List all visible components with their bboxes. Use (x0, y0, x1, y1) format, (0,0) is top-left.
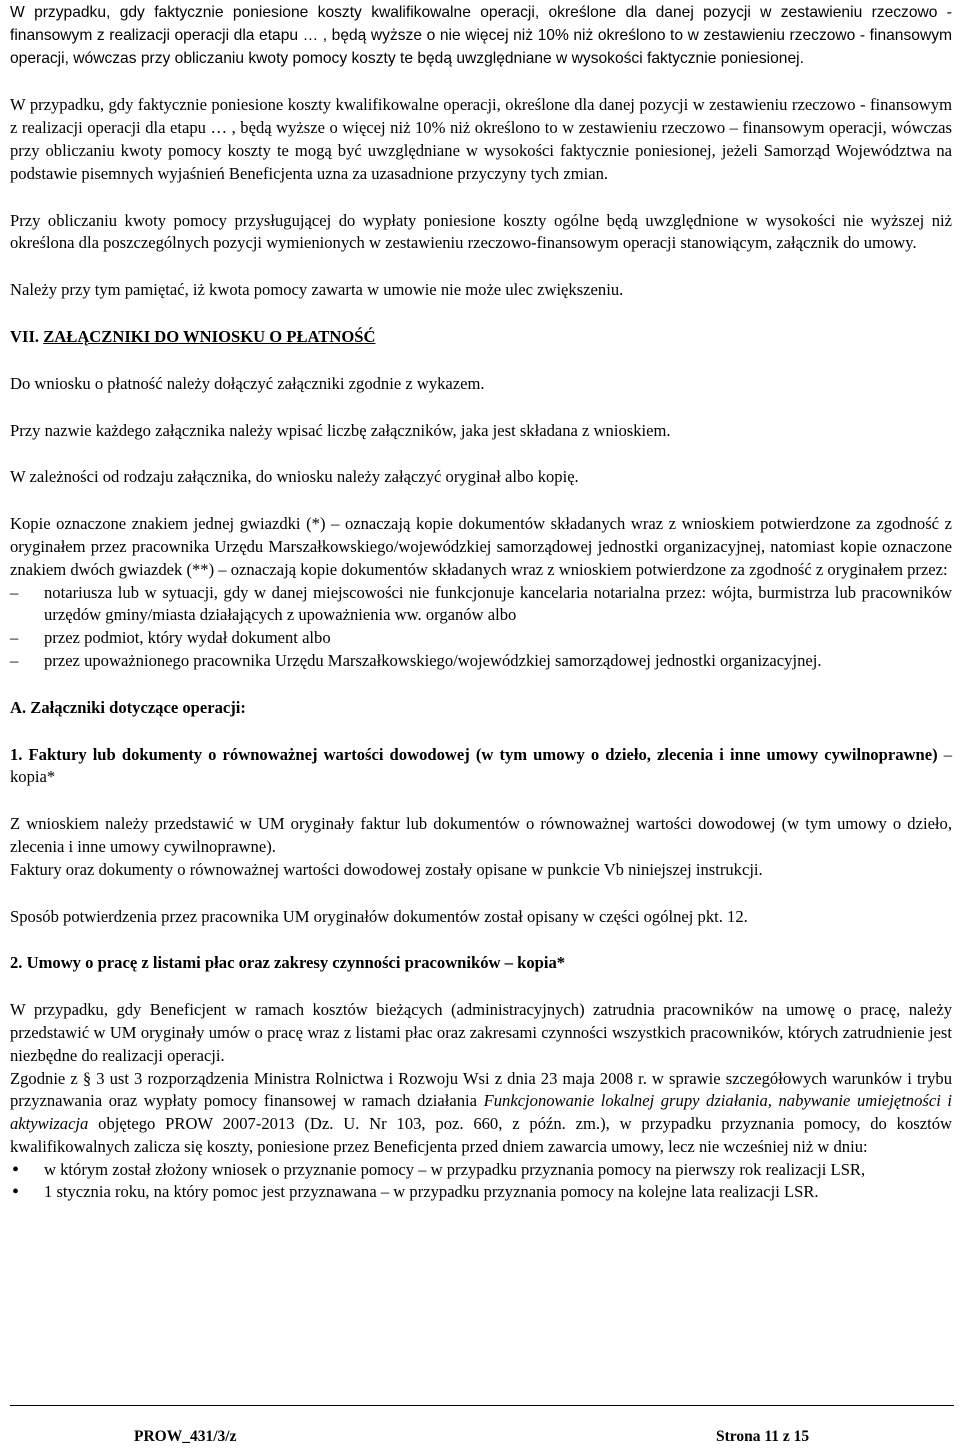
item-heading: 2. Umowy o pracę z listami płac oraz zakresy czynności pracowników – kopia* (10, 953, 566, 973)
paragraph: Z wnioskiem należy przedstawić w UM oryginały faktur lub dokumentów o równoważnej wartości dowodowej (w tym umowy o dzieło, zlecenia i inne umowy cywilnoprawne). (10, 814, 952, 856)
page-number: Strona 11 z 15 (716, 1428, 810, 1445)
section-title: ZAŁĄCZNIKI DO WNIOSKU O PŁATNOŚĆ (43, 326, 376, 346)
paragraph: W zależności od rodzaju załącznika, do wniosku należy załączyć oryginał albo kopię. (10, 467, 579, 487)
paragraph: W przypadku, gdy faktycznie poniesione koszty kwalifikowalne operacji, określone dla danej pozycji w zestawieniu rzeczowo - finansowym z realizacji operacji dla etapu … , będą wyższe o więcej niż 10% niż określono to w zestawieniu rzeczowo – finansowym operacji, wówczas przy obliczaniu kwoty pomocy koszty te mogą być uwzględniane w wysokości faktycznie poniesionej, jeżeli Samorząd Województwa na podstawie pisemnych wyjaśnień Beneficjenta uzna za uzasadnione przyczyny tych zmian. (10, 95, 952, 183)
paragraph: Przy nazwie każdego załącznika należy wpisać liczbę załączników, jaka jest składana z wnioskiem. (10, 420, 671, 440)
section-number: VII. (10, 326, 44, 346)
paragraph: Kopie oznaczone znakiem jednej gwiazdki (*) – oznaczają kopie dokumentów składanych wraz z wnioskiem potwierdzone za zgodność z oryginałem przez pracownika Urzędu Marszałkowskiego/wojewódzkiej samorządowej jednostki organizacyjnej, natomiast kopie oznaczone znakiem dwóch gwiazdek (**) – oznaczają kopie dokumentów składanych wraz z wnioskiem potwierdzone za zgodność z oryginałem przez: (10, 514, 952, 579)
item-heading (10, 744, 952, 790)
paragraph: W przypadku, gdy faktycznie poniesione koszty kwalifikowalne operacji, określone dla danej pozycji w zestawieniu rzeczowo - finansowym z realizacji operacji dla etapu … , będą wyższe o nie więcej niż 10% niż określono to w zestawieniu rzeczowo - finansowym operacji, wówczas przy obliczaniu kwoty pomocy koszty te będą uwzględniane w wysokości faktycznie poniesionej. (10, 4, 952, 67)
bullet-list (10, 1159, 952, 1205)
paragraph: Przy obliczaniu kwoty pomocy przysługującej do wypłaty poniesione koszty ogólne będą uwzględnione w wysokości nie wyższej niż określona dla poszczególnych pozycji wymienionych w zestawieniu rzeczowo-finansowym operacji stanowiącym, załącznik do umowy. (10, 210, 952, 253)
paragraph-italic-text: Funkcjonowanie lokalnej grupy działania, nabywanie umiejętności i aktywizacja (10, 1091, 953, 1134)
document-page (10, 2, 952, 1204)
document-code: PROW_431/3/z (134, 1428, 237, 1445)
paragraph: W przypadku, gdy Beneficjent w ramach kosztów bieżących (administracyjnych) zatrudnia pracowników na umowę o pracę, należy przedstawić w UM oryginały umów o pracę wraz z listami płac oraz zakresami czynności wszystkich pracowników, których zatrudnienie jest niezbędne do realizacji operacji. (10, 1000, 952, 1065)
paragraph (10, 1068, 952, 1159)
list-item: – przez upoważnionego pracownika Urzędu Marszałkowskiego/wojewódzkiej samorządowej jednostki organizacyjnej. (10, 650, 952, 673)
subsection-heading: A. Załączniki dotyczące operacji: (10, 697, 246, 717)
footer-divider (10, 1405, 954, 1406)
list-item: • w którym został złożony wniosek o przyznanie pomocy – w przypadku przyznania pomocy na pierwszy rok realizacji LSR, (10, 1159, 952, 1182)
list-item: • 1 stycznia roku, na który pomoc jest przyznawana – w przypadku przyznania pomocy na kolejne lata realizacji LSR. (10, 1181, 952, 1204)
paragraph: Sposób potwierdzenia przez pracownika UM oryginałów dokumentów został opisany w części ogólnej pkt. 12. (10, 906, 748, 926)
paragraph: Faktury oraz dokumenty o równoważnej wartości dowodowej zostały opisane w punkcie Vb niniejszej instrukcji. (10, 859, 763, 879)
item-heading-bold: 1. Faktury lub dokumenty o równoważnej wartości dowodowej (w tym umowy o dzieło, zlecenia i inne umowy cywilnoprawne) (10, 744, 938, 764)
dash-list (10, 582, 952, 673)
paragraph: Należy przy tym pamiętać, iż kwota pomocy zawarta w umowie nie może ulec zwiększeniu. (10, 280, 624, 300)
list-item: – przez podmiot, który wydał dokument albo (10, 627, 952, 650)
paragraph: Do wniosku o płatność należy dołączyć załączniki zgodnie z wykazem. (10, 373, 485, 393)
page-footer (0, 1424, 960, 1446)
item-heading-rest: – kopia* (10, 744, 952, 787)
list-item: – notariusza lub w sytuacji, gdy w danej miejscowości nie funkcjonuje kancelaria notarialna przez: wójta, burmistrza lub pracowników urzędów gminy/miasta działających z upoważnienia ww. organów albo (10, 582, 952, 628)
paragraph-text: Zgodnie z § 3 ust 3 rozporządzenia Ministra Rolnictwa i Rozwoju Wsi z dnia 23 maja 2008 r. w sprawie szczegółowych warunków i trybu przyznawania oraz wypłaty pomocy finansowej w ramach działania (10, 1068, 952, 1111)
paragraph-text: objętego PROW 2007-2013 (Dz. U. Nr 103, poz. 660, z późn. zm.), w przypadku przyznania pomocy, do kosztów kwalifikowalnych zalicza się koszty, poniesione przez Beneficjenta przed dniem zawarcia umowy, lecz nie wcześniej niż w dniu: (10, 1114, 952, 1156)
section-heading (10, 326, 952, 349)
